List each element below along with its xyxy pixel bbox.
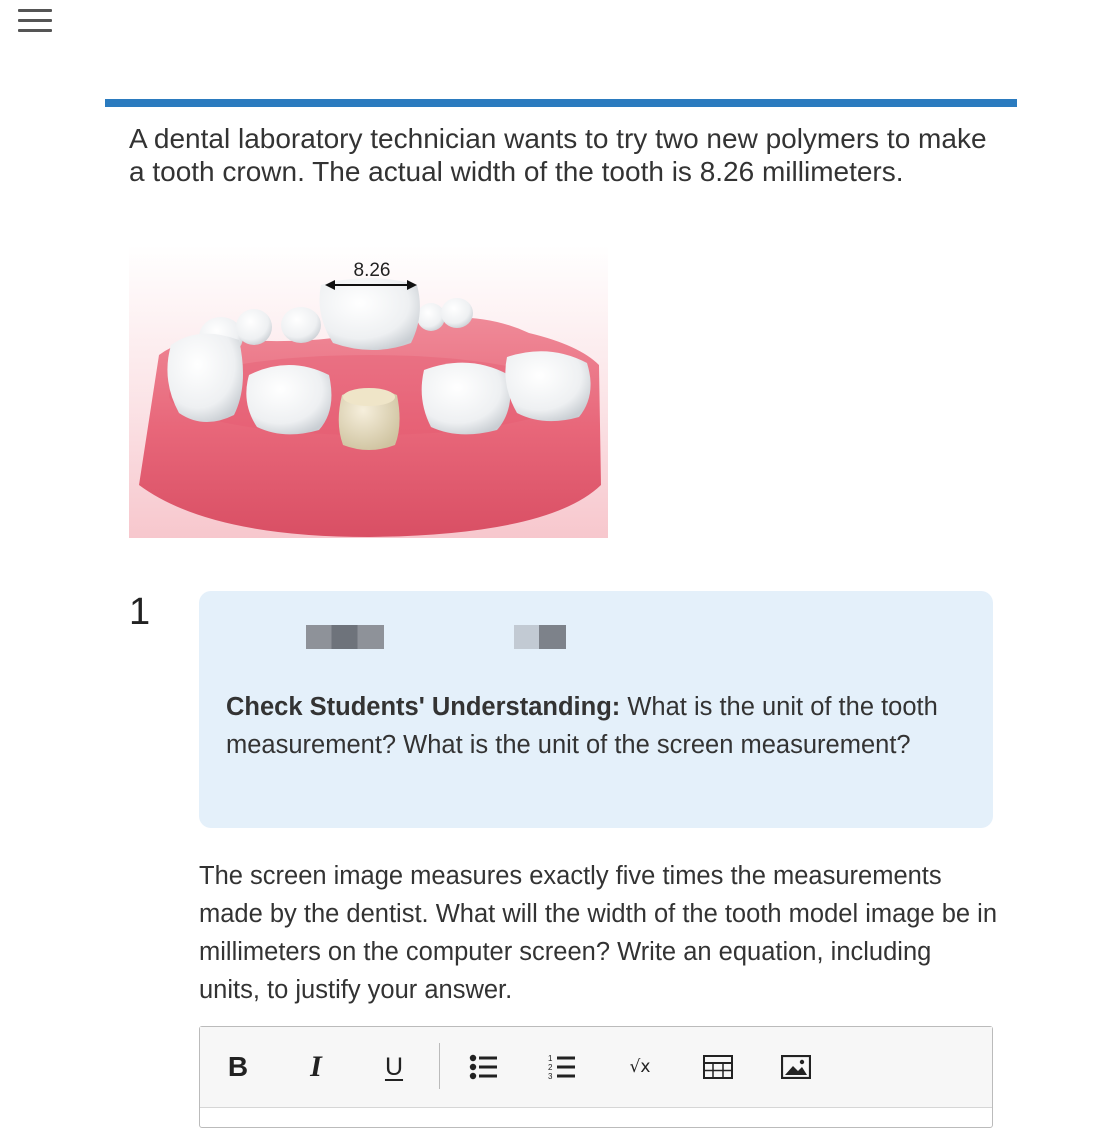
teacher-hint-box [199, 591, 993, 828]
svg-text:1: 1 [548, 1054, 553, 1063]
bulleted-list-button[interactable] [462, 1047, 506, 1087]
bold-button[interactable] [216, 1047, 260, 1087]
italic-icon: I [310, 1050, 322, 1083]
bulleted-list-icon [469, 1053, 499, 1081]
math-equation-button[interactable] [618, 1047, 662, 1087]
question-number: 1 [129, 591, 151, 633]
toolbar-separator [439, 1043, 440, 1089]
numbered-list-icon [547, 1053, 577, 1081]
table-button[interactable] [696, 1047, 740, 1087]
italic-button[interactable] [294, 1047, 338, 1087]
redacted-block [514, 625, 566, 649]
dental-crown-figure [129, 245, 608, 538]
hint-text [226, 688, 966, 764]
svg-text:2: 2 [548, 1063, 553, 1072]
redacted-block [306, 625, 384, 649]
numbered-list-button[interactable] [540, 1047, 584, 1087]
problem-stem: A dental laboratory technician wants to try two new polymers to make a tooth crown. The actual width of the tooth is 8.26 millimeters. [129, 123, 987, 187]
table-icon [703, 1055, 733, 1079]
square-root-icon: √x [629, 1057, 651, 1077]
underline-button[interactable] [372, 1047, 416, 1087]
hamburger-menu-icon[interactable] [18, 9, 52, 33]
section-divider [105, 99, 1017, 107]
hint-label: Check Students' Understanding: [226, 693, 621, 721]
svg-text:3: 3 [548, 1072, 553, 1081]
dental-crown-illustration [129, 245, 608, 538]
measurement-label: 8.26 [353, 260, 391, 281]
underline-icon: U [384, 1052, 404, 1081]
insert-image-button[interactable] [774, 1047, 818, 1087]
answer-editor[interactable] [199, 1026, 993, 1128]
bold-icon: B [227, 1051, 249, 1082]
image-icon [781, 1055, 811, 1079]
hint-body: What is the unit of the tooth measurement? What is the unit of the screen measurement? [226, 693, 938, 759]
question-prompt: The screen image measures exactly five times the measurements made by the dentist. What will the width of the tooth model image be in millimeters on the computer screen? Write an equation, including units, to justify your answer. [199, 862, 998, 1004]
editor-toolbar [200, 1027, 992, 1108]
